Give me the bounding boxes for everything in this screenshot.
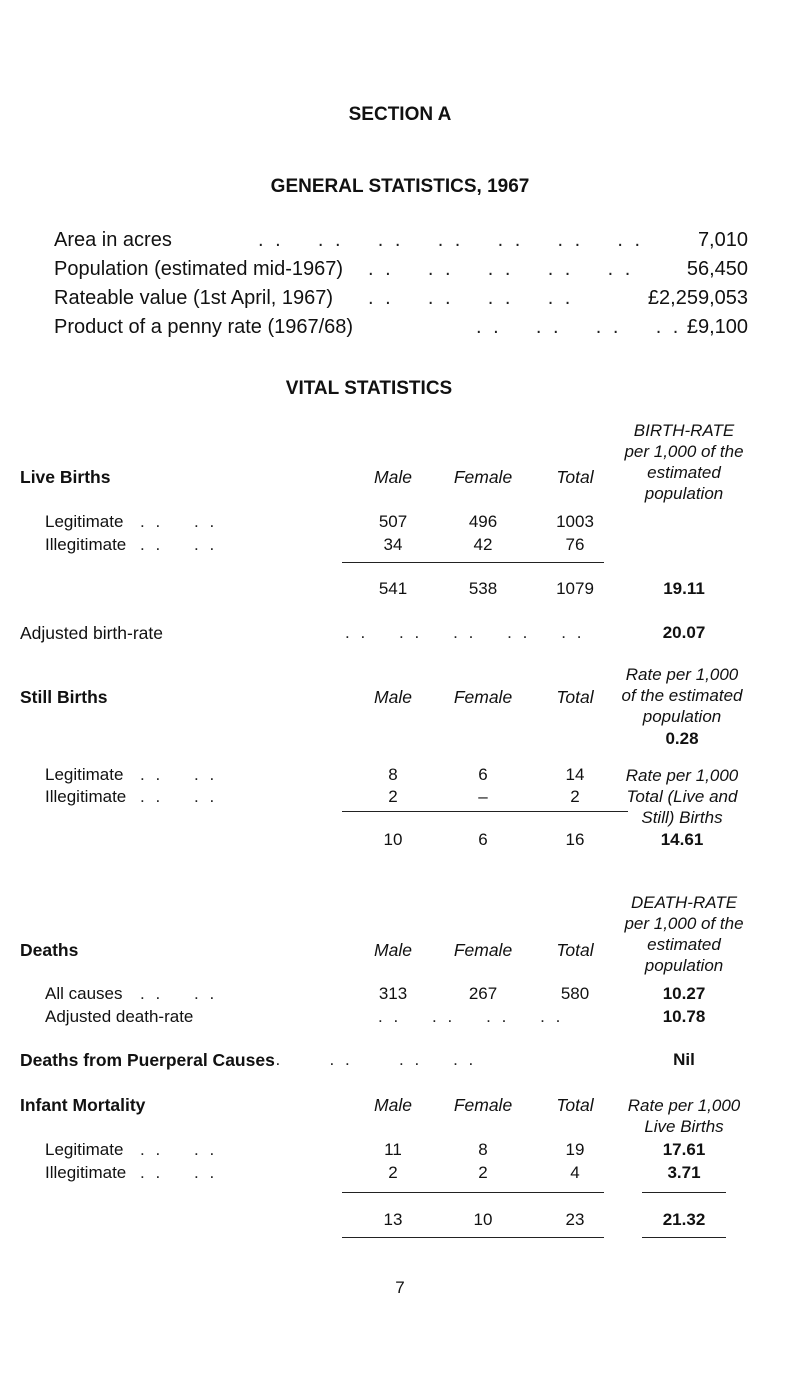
value-rate: 3.71 [667, 1163, 701, 1182]
value-total: 580 [560, 984, 590, 1003]
leader-dots: . . . . [140, 512, 218, 531]
vital-statistics-title: VITAL STATISTICS [285, 378, 453, 399]
adjusted-death-rate-label: Adjusted death-rate [45, 1007, 194, 1026]
value-male: 11 [384, 1140, 402, 1159]
general-statistics-title: GENERAL STATISTICS, 1967 [270, 176, 530, 197]
col-total: Total [556, 1095, 594, 1115]
general-label-penny-rate: Product of a penny rate (1967/68) [54, 316, 354, 338]
col-female: Female [453, 687, 513, 707]
adjusted-death-rate-value: 10.78 [662, 1007, 706, 1026]
general-value-penny-rate: £9,100 [686, 316, 748, 338]
col-female: Female [453, 940, 513, 960]
leader-dots: . . . . [140, 765, 218, 784]
col-total: Total [556, 467, 594, 487]
row-label: Legitimate [45, 512, 124, 531]
row-label: Illegitimate [45, 787, 127, 806]
leader-dots: . . . . . . . . [368, 287, 574, 309]
leader-dots: . . . . [140, 1163, 218, 1182]
leader-dots: . . . . [140, 535, 218, 554]
value-female: 8 [478, 1140, 488, 1159]
total-male: 541 [378, 579, 408, 598]
total-male: 13 [383, 1210, 403, 1229]
value-male: 313 [378, 984, 408, 1003]
general-label-area: Area in acres [54, 229, 172, 251]
col-female: Female [453, 467, 513, 487]
adjusted-birth-rate-value: 20.07 [662, 623, 706, 642]
general-label-rateable-value: Rateable value (1st April, 1967) [54, 287, 334, 309]
value-total: 14 [565, 765, 585, 784]
value-male: 2 [388, 1163, 398, 1182]
value-total: 1003 [556, 512, 594, 531]
total-total: 16 [565, 830, 585, 849]
value-male: 34 [383, 535, 403, 554]
value-male: 8 [388, 765, 398, 784]
total-female: 10 [473, 1210, 493, 1229]
value-male: 2 [388, 787, 398, 806]
rule [342, 1192, 604, 1193]
col-male: Male [374, 1095, 412, 1115]
leader-dots: . . . . [140, 1140, 218, 1159]
section-title: SECTION A [348, 104, 452, 125]
puerperal-label: Deaths from Puerperal Causes [20, 1050, 275, 1070]
total-rate: 21.32 [662, 1210, 706, 1229]
live-births-heading: Live Births [20, 467, 111, 487]
leader-dots: . . . . . . . . . . [368, 258, 634, 280]
birth-rate-value: 19.11 [663, 579, 705, 598]
row-label: Legitimate [45, 1140, 124, 1159]
col-male: Male [374, 467, 412, 487]
leader-dots: . . . . [140, 787, 218, 806]
general-label-population: Population (estimated mid-1967) [54, 258, 344, 280]
rule [342, 562, 604, 563]
value-total: 4 [570, 1163, 580, 1182]
col-total: Total [556, 940, 594, 960]
rule [342, 811, 628, 812]
value-female: 496 [468, 512, 498, 531]
row-label: Illegitimate [45, 1163, 127, 1182]
page-number: 7 [395, 1278, 405, 1297]
leader-dots: . . . . . . . . . . . . . . [258, 229, 644, 251]
deaths-heading: Deaths [20, 940, 79, 960]
col-male: Male [374, 940, 412, 960]
death-rate-note: DEATH-RATE per 1,000 of the estimated population [624, 893, 744, 975]
infant-mortality-heading: Infant Mortality [20, 1095, 146, 1115]
general-value-area: 7,010 [697, 229, 748, 251]
rule [642, 1192, 726, 1193]
total-female: 6 [478, 830, 488, 849]
col-male: Male [374, 687, 412, 707]
puerperal-value: Nil [673, 1050, 695, 1069]
col-total: Total [556, 687, 594, 707]
infant-rate-note: Rate per 1,000 Live Births [627, 1096, 741, 1136]
value-female: 267 [468, 984, 498, 1003]
death-rate-value: 10.27 [662, 984, 706, 1003]
birth-rate-note: BIRTH-RATE per 1,000 of the estimated population [624, 421, 744, 503]
total-male: 10 [383, 830, 403, 849]
general-value-rateable-value: £2,259,053 [647, 287, 748, 309]
value-female: 42 [473, 535, 493, 554]
value-female: – [478, 787, 488, 806]
total-female: 538 [468, 579, 498, 598]
value-total: 76 [565, 535, 585, 554]
still-births-heading: Still Births [20, 687, 108, 707]
leader-dots: . . . . . . . . [260, 1050, 477, 1069]
still-rate-note: Rate per 1,000 of the estimated population [621, 665, 743, 726]
value-total: 2 [570, 787, 580, 806]
all-causes-label: All causes [45, 984, 123, 1003]
rule [642, 1237, 726, 1238]
total-total: 23 [565, 1210, 585, 1229]
leader-dots: . . . . [140, 984, 218, 1003]
general-value-population: 56,450 [686, 258, 748, 280]
row-label: Legitimate [45, 765, 124, 784]
leader-dots: . . . . . . . . . . [345, 623, 585, 642]
leader-dots: . . . . . . . . [476, 316, 682, 338]
value-male: 507 [378, 512, 408, 531]
rule [342, 1237, 604, 1238]
leader-dots: . . . . . . . . [378, 1007, 564, 1026]
still-rate-value: 0.28 [665, 729, 699, 748]
value-total: 19 [565, 1140, 585, 1159]
adjusted-birth-rate-label: Adjusted birth-rate [20, 623, 163, 643]
total-total: 1079 [556, 579, 594, 598]
still-rate-note-2: Rate per 1,000 Total (Live and Still) Births [625, 766, 739, 827]
still-total-rate-value: 14.61 [660, 830, 704, 849]
value-rate: 17.61 [662, 1140, 706, 1159]
col-female: Female [453, 1095, 513, 1115]
value-female: 2 [478, 1163, 488, 1182]
value-female: 6 [478, 765, 488, 784]
row-label: Illegitimate [45, 535, 127, 554]
